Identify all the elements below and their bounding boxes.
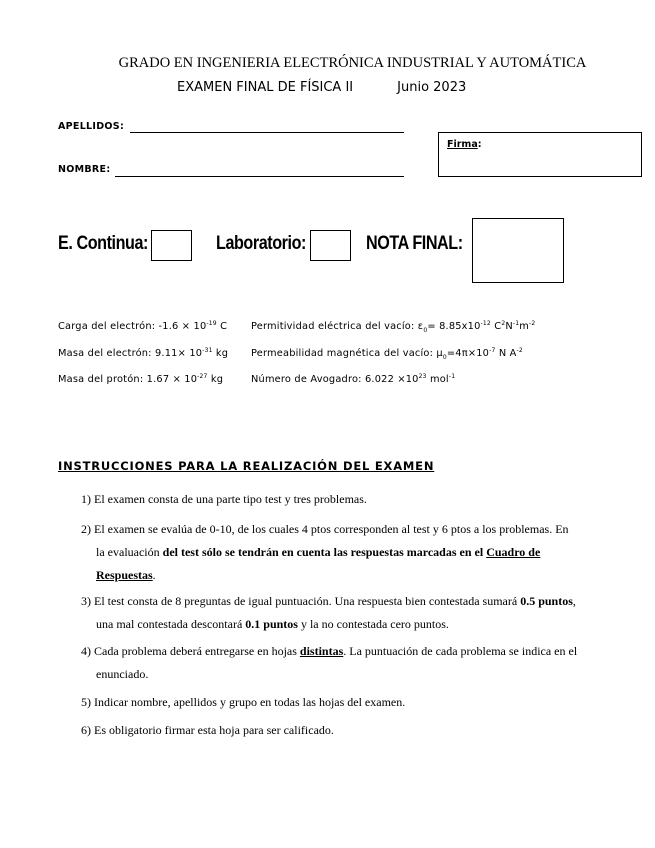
laboratorio-label: Laboratorio:	[216, 233, 307, 254]
continua-label: E. Continua:	[58, 233, 149, 254]
instruction-3: 3) El test consta de 8 preguntas de igual puntuación. Una respuesta bien contestada sumará 0.5 puntos, una mal contestada descontará 0.1 puntos y la no contestada cero puntos.	[81, 594, 576, 631]
exam-name: EXAMEN FINAL DE FÍSICA II	[177, 80, 354, 95]
const-masa-electron: Masa del electrón: $9.11\times 10^{-31}$ kg	[58, 347, 229, 359]
degree-title: GRADO EN INGENIERIA ELECTRÓNICA INDUSTRIAL Y AUTOMÁTICA	[118, 55, 587, 71]
nota-final-label: NOTA FINAL:	[366, 233, 463, 254]
const-permitividad: Permitividad eléctrica del vacío: $\varepsilon_0= 8.85x10^{-12}$ $C^2N^{-1}m^{-2}$	[251, 320, 536, 334]
nombre-label: NOMBRE:	[58, 164, 111, 175]
continua-box[interactable]	[151, 230, 192, 261]
apellidos-line[interactable]	[130, 132, 404, 133]
instruction-5: 5) Indicar nombre, apellidos y grupo en todas las hojas del examen.	[81, 695, 406, 709]
const-permeabilidad: Permeabilidad magnética del vacío: $\mu_0=4\pi\times 10^{-7}$ N $A^{-2}$	[251, 347, 523, 361]
apellidos-label: APELLIDOS:	[58, 121, 125, 132]
laboratorio-box[interactable]	[310, 230, 351, 261]
const-carga-electron: Carga del electrón: $-1.6 \times 10^{-19}$ C	[58, 320, 228, 332]
instruction-4: 4) Cada problema deberá entregarse en hojas distintas. La puntuación de cada problema se indica en el enunciado.	[81, 644, 578, 681]
instruction-6: 6) Es obligatorio firmar esta hoja para ser calificado.	[81, 723, 334, 737]
nota-final-box[interactable]	[472, 218, 564, 283]
exam-date: Junio 2023	[397, 80, 467, 95]
instruction-2: 2) El examen se evalúa de 0-10, de los cuales 4 ptos corresponden al test y 6 ptos a los problemas. En la evaluación del test sólo se tendrán en cuenta las respuestas marcadas en el Cuadro de Respuestas.	[81, 522, 569, 582]
exam-subtitle	[177, 80, 466, 95]
firma-label: Firma:	[447, 139, 482, 150]
const-masa-proton: Masa del protón: $1.67 \times 10^{-27}$ kg	[58, 373, 224, 385]
instructions-title: INSTRUCCIONES PARA LA REALIZACIÓN DEL EXAMEN	[58, 459, 435, 473]
instruction-1: 1) El examen consta de una parte tipo test y tres problemas.	[81, 492, 367, 506]
nombre-line[interactable]	[115, 176, 404, 177]
const-avogadro: Número de Avogadro: $6.022 \times 10^{23}$ mol$^{-1}$	[251, 373, 456, 385]
